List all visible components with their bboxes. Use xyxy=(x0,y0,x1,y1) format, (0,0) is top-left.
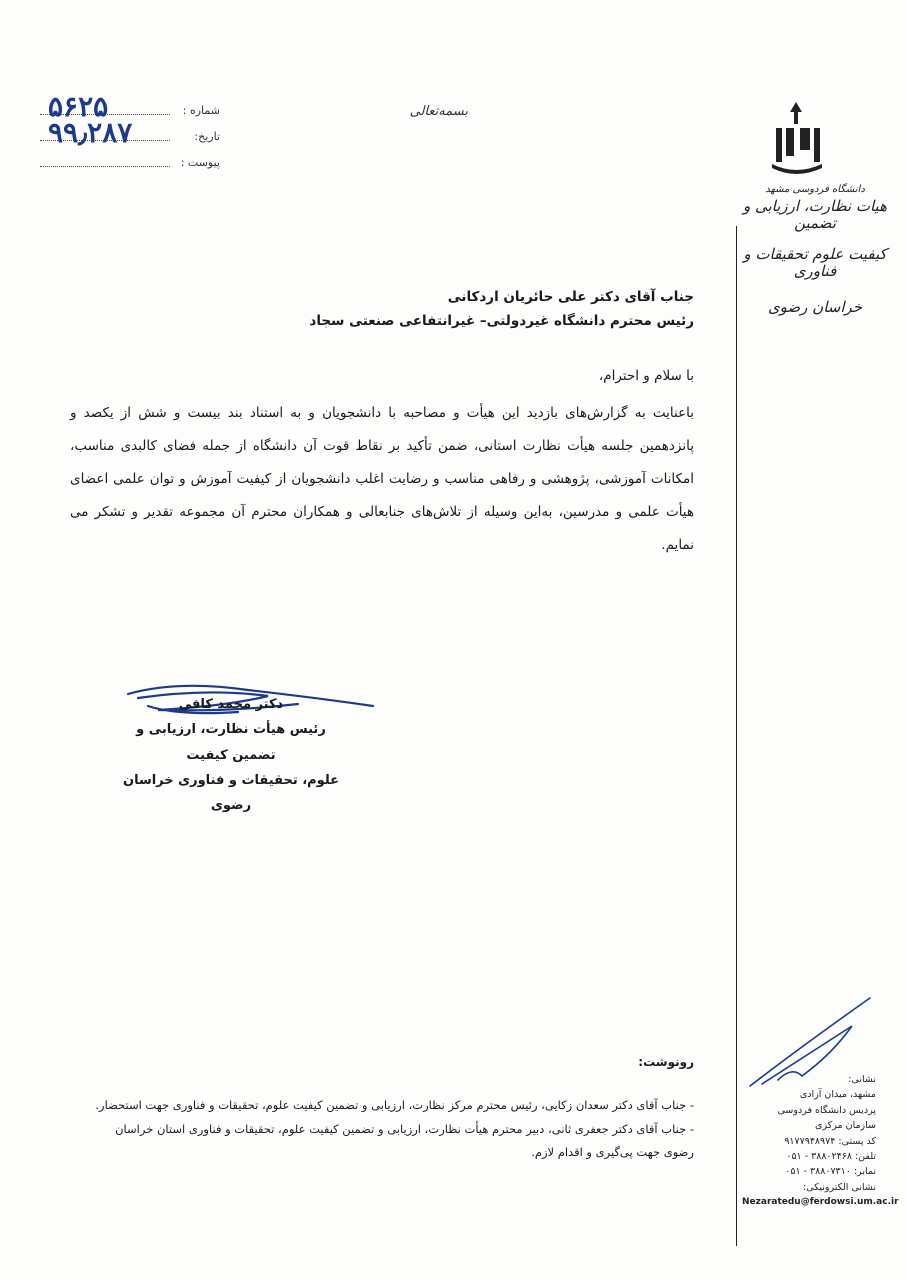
cc-item: - جناب آقای دکتر سعدان زکایی، رئیس محترم مرکز نظارت، ارزیابی و تضمین کیفیت علوم، تحقیقات و فناوری جهت استحضار. xyxy=(95,1098,694,1112)
recipient-name: جناب آقای دکتر علی حائریان اردکانی xyxy=(447,289,694,305)
contact-block xyxy=(742,1072,899,1210)
attachment-dots xyxy=(40,166,170,167)
university-logo-icon xyxy=(764,98,828,178)
meta-date-row xyxy=(30,116,220,149)
meta-attachment-row xyxy=(30,144,220,170)
postal-code: کد پستی: ۹۱۷۷۹۴۸۹۷۴ xyxy=(784,1135,876,1147)
meta-number-row xyxy=(30,90,220,123)
signer-name: دکتر محمد کافی xyxy=(178,697,284,712)
letter-body xyxy=(70,360,694,562)
org-line-2: کیفیت علوم تحقیقات و فناوری xyxy=(743,245,887,281)
signature-block xyxy=(116,692,346,819)
bismillah: بسمه‌تعالی xyxy=(409,104,468,119)
address-line-2: پردیس دانشگاه فردوسی xyxy=(777,1104,876,1116)
signer-title-1: رئیس هیأت نظارت، ارزیابی و تضمین کیفیت xyxy=(136,722,326,763)
university-name: دانشگاه فردوسی مشهد xyxy=(765,184,865,195)
body-paragraph: باعنایت به گزارش‌های بازدید این هیأت و مصاحبه با دانشجویان و به استناد بند بیست و شش از یکصد و پانزدهمین جلسه هیأت نظارت استانی، ضمن تأکید بر نقاط قوت آن دانشگاه از جمله فضای کالبدی مناسب، امکانات آموزشی، پژوهشی و رفاهی مناسب و رضایت اغلب دانشجویان از کیفیت آموزش و توان علمی اعضای هیأت علمی و مدرسین، به‌این وسیله از تلاش‌های جنابعالی و همکاران محترم آن مجموعه تقدیر و تشکر می نمایم. xyxy=(70,405,694,554)
signer-title-2: علوم، تحقیقات و فناوری خراسان رضوی xyxy=(122,773,340,814)
org-line-3: خراسان رضوی xyxy=(767,297,863,316)
address-label: نشانی: xyxy=(848,1074,876,1085)
fax: نمابر: ۳۸۸۰۷۳۱۰ - ۰۵۱ xyxy=(785,1166,876,1178)
org-line-1: هیات نظارت، ارزیابی و تضمین xyxy=(742,196,887,232)
letter-meta xyxy=(30,92,220,170)
organization-name xyxy=(740,184,890,316)
date-value: ۹۹٫۲۸۷ xyxy=(48,116,133,149)
number-label: شماره : xyxy=(182,104,220,117)
email-link[interactable]: Nezaratedu@ferdowsi.um.ac.ir xyxy=(742,1197,899,1207)
recipient-block xyxy=(309,286,694,333)
margin-rule xyxy=(736,226,737,1246)
number-value: ۵۶۲۵ xyxy=(48,90,109,123)
email-label: نشانی الکترونیکی: xyxy=(803,1181,876,1193)
recipient-title: رئیس محترم دانشگاه غیردولتی– غیرانتفاعی صنعتی سجاد xyxy=(309,312,694,329)
date-label: تاریخ: xyxy=(194,130,220,143)
cc-list xyxy=(90,1094,694,1165)
address-line-1: مشهد، میدان آزادی xyxy=(799,1089,876,1101)
address-line-3: سازمان مرکزی xyxy=(815,1120,876,1132)
phone: تلفن: ۳۸۸۰۲۴۶۸ - ۰۵۱ xyxy=(786,1150,876,1162)
attachment-label: پیوست : xyxy=(180,156,220,169)
greeting: با سلام و احترام، xyxy=(598,368,694,384)
cc-item: - جناب آقای دکتر جعفری ثانی، دبیر محترم هیأت نظارت، ارزیابی و تضمین کیفیت علوم، تحقیقات و فناوری استان خراسان رضوی جهت پی‌گیری و اقدام لازم. xyxy=(115,1121,694,1160)
cc-title: رونوشت: xyxy=(638,1055,694,1069)
